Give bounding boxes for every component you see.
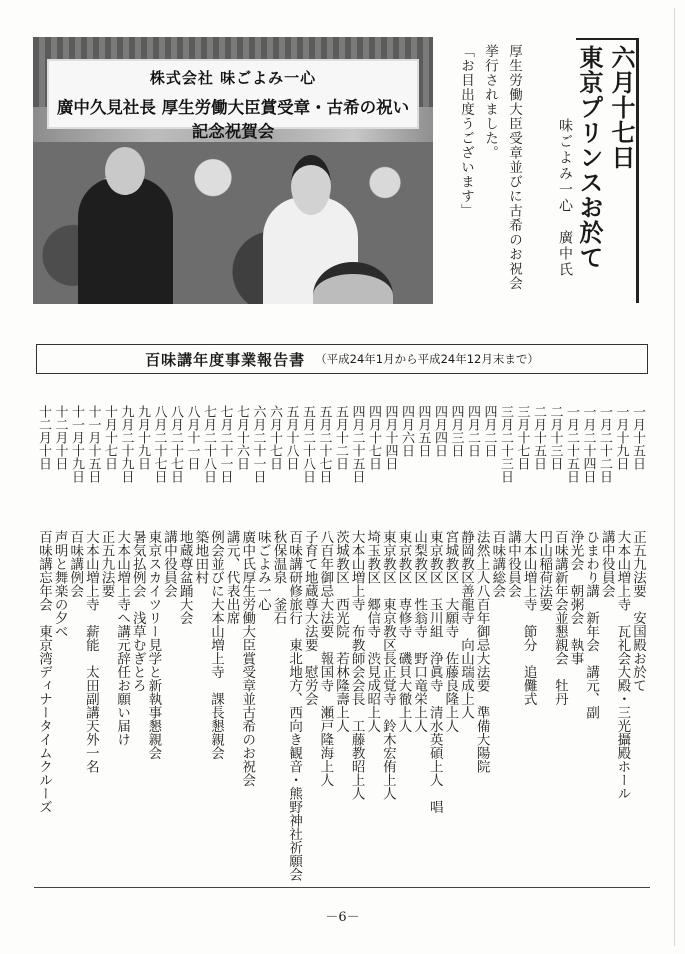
- report-date: 五月十八日: [283, 405, 299, 470]
- report-event: 声明と舞楽の夕べ: [51, 530, 68, 638]
- headline-col-1: 六月十七日: [607, 45, 636, 170]
- body-col-3: 「お目出度うございます」: [458, 44, 474, 218]
- report-date: 一月十五日: [630, 405, 645, 470]
- report-event: 講中役員会: [504, 530, 521, 598]
- report-date: 四月三日: [448, 405, 464, 457]
- report-event: 東京教区 専修寺 磯貝大徹上人: [395, 530, 412, 733]
- article-body: [455, 44, 524, 291]
- report-date: 四月二日: [465, 405, 480, 457]
- report-date: 九月十九日: [135, 405, 150, 470]
- report-date: 七月十六日: [234, 405, 249, 470]
- author: 味ごよみ一心 廣中氏: [557, 118, 573, 278]
- headline: [573, 45, 637, 270]
- report-event: 大本山増上寺 瓦礼会大殿・三光攝殿ホール: [614, 530, 631, 800]
- report-event: 百味講研修旅行 東北地方、西向き観音・熊野神社祈願会: [286, 530, 303, 881]
- report-date: 一月十九日: [613, 405, 629, 470]
- body-col-1: 厚生労働大臣受章並びに古希のお祝会: [506, 44, 522, 291]
- report-date: 五月十二日: [333, 405, 348, 470]
- report-event: 廣中氏厚生労働大臣賞受章並古希のお祝会: [239, 530, 256, 787]
- report-event: 百味講総会: [489, 530, 506, 598]
- report-event: 浄光会 朝粥会 執事: [567, 530, 584, 665]
- report-event: 百味講忘年会 東京湾ディナータイムクルーズ: [36, 530, 52, 814]
- photo-man-head: [105, 147, 145, 195]
- report-event: 正五九法要 安国殿お於て: [630, 530, 646, 692]
- body-col-2: 挙行されました。: [482, 44, 498, 160]
- report-event: 八百年御忌大法要 報国寺 瀬戸隆海上人: [317, 530, 334, 787]
- event-photo: [33, 37, 433, 304]
- page-number: －6－: [325, 910, 360, 925]
- report-date: 四月十四日: [382, 405, 398, 470]
- report-event: 茨城教区 西光院 若林隆壽上人: [333, 530, 349, 733]
- report-date: 一月二十四日: [580, 405, 596, 483]
- report-event: 静岡教区善龍寺 向山瑞成上人: [458, 530, 475, 719]
- report-event: 子育て地蔵尊大法要 慰労会: [301, 530, 318, 706]
- report-event: 東京教区 玉川組 浄眞寺 清水英碩上人 唱: [426, 530, 443, 814]
- report-event: 地蔵尊盆踊大会: [176, 530, 193, 625]
- headline-rule: [576, 38, 638, 40]
- report-event: 法然上人八百年御忌大法要 準備大陽院: [473, 530, 490, 773]
- report-subtitle: （平成24年1月から平成24年12月末まで）: [315, 352, 539, 366]
- report-date: 四月十七日: [366, 405, 381, 470]
- report-date: 四月六日: [399, 405, 414, 457]
- photo-woman-head: [291, 155, 331, 215]
- report-event: 講中役員会: [161, 530, 178, 598]
- report-date: 四月二十五日: [349, 405, 365, 483]
- report-event: 宮城教区 大願寺 佐藤良隆上人: [442, 530, 459, 733]
- report-event: 百味講新年会並懇親会 牡丹: [551, 530, 568, 706]
- report-date: 八月十一日: [184, 405, 200, 470]
- report-event: 埼玉教区 郷信寺 渋見成昭上人: [364, 530, 381, 733]
- report-date: 四月二日: [481, 405, 497, 457]
- banner-line-2: 廣中久見社長 厚生労働大臣賞受章・古希の祝い記念祝賀会: [56, 98, 410, 141]
- report-event: 山梨教区 性翁寺 野口竜栄上人: [411, 530, 428, 733]
- headline-col-2: 東京プリンスお於て: [575, 45, 604, 270]
- report-title: 百味講年度事業報告書: [145, 350, 306, 369]
- report-event: 秋保温泉 釜石: [270, 530, 287, 625]
- report-event: 東京教区 東京教区長正覚寺 鈴木宏侑上人: [379, 530, 396, 800]
- report-date: 六月十七日: [267, 405, 282, 470]
- report-event: 東京スカイツリー見学と新執事懇親会: [145, 530, 162, 760]
- report-event: 大本山増上寺へ講元辞任お願い届け: [114, 530, 131, 746]
- report-date: 一月二十五日: [564, 405, 579, 483]
- report-date: 十二月十日: [52, 405, 68, 470]
- report-date: 一月二十二日: [597, 405, 612, 483]
- report-event: ひまわり講 新年会 講元、副: [583, 530, 600, 719]
- report-date: 八月二十七日: [168, 405, 183, 483]
- report-header: [36, 344, 648, 374]
- banner-line-1: 株式会社 味ごよみ一心: [149, 69, 317, 87]
- report-event: 百味講例会: [67, 530, 84, 598]
- report-date: 七月二十一日: [217, 405, 233, 483]
- report-date: 六月二十一日: [250, 405, 266, 483]
- report-date: 二月十五日: [531, 405, 546, 470]
- report-date: 五月二十八日: [300, 405, 315, 483]
- report-date: 七月二十八日: [201, 405, 216, 483]
- report-date: 三月十七日: [514, 405, 530, 470]
- bottom-rule: [34, 887, 650, 888]
- report-event: 講元、代表出席: [223, 530, 240, 625]
- report-event: 円山稲荷法要: [536, 530, 553, 611]
- report-event: 例会並びに大本山増上寺 課長懇親会: [207, 530, 224, 760]
- report-date: 九月二十九日: [118, 405, 134, 483]
- report-event: 大本山増上寺 布教師会会長 工藤教昭上人: [348, 530, 365, 800]
- report-event: 築地田村: [192, 530, 209, 584]
- report-date: 十一月十九日: [69, 405, 84, 483]
- report-date: 三月二十三日: [498, 405, 513, 483]
- report-event: 正五九法要: [98, 530, 115, 598]
- report-event: 講中役員会: [598, 530, 615, 598]
- photo-banner: [47, 59, 419, 141]
- report-event: 味ごよみ一心: [254, 530, 271, 611]
- report-date: 二月十三日: [547, 405, 563, 470]
- report-date: 四月四日: [432, 405, 447, 457]
- report-date: 八月二十七日: [151, 405, 167, 483]
- photo-man: [78, 177, 173, 304]
- report-date: 五月二十七日: [316, 405, 332, 483]
- report-event: 大本山増上寺 節分 追儺式: [520, 530, 537, 706]
- report-date: 十二月十日: [36, 405, 51, 470]
- report-date: 四月五日: [415, 405, 431, 457]
- report-event: 大本山増上寺 薪能 太田副講天外一名: [82, 530, 99, 773]
- report-date: 十一月十五日: [85, 405, 101, 483]
- report-date: 十月十七日: [102, 405, 117, 470]
- report-event: 暑気払例会 浅草むぎとろ: [129, 530, 146, 692]
